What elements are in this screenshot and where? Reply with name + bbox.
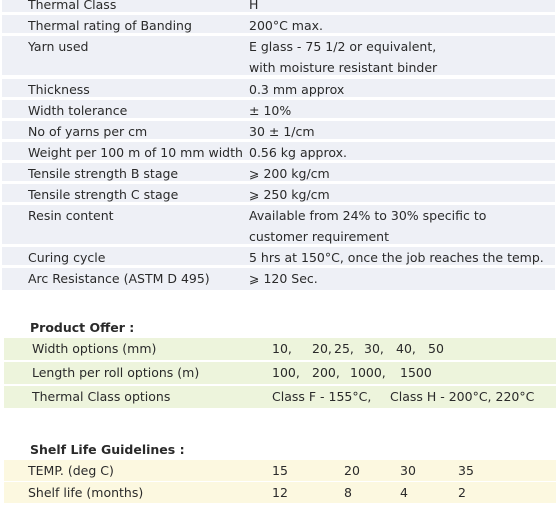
property-value <box>245 163 555 181</box>
property-value <box>245 100 555 118</box>
property-label: Tensile strength C stage <box>28 187 179 202</box>
product-offer-row <box>4 386 556 408</box>
shelf-life-label: Shelf life (months) <box>28 485 144 500</box>
property-row <box>2 15 555 35</box>
product-offer-value: 25, <box>334 341 354 356</box>
product-offer-label: Width options (mm) <box>32 341 157 356</box>
product-offer-label: Thermal Class options <box>32 389 171 404</box>
property-value-line: E glass - 75 1/2 or equivalent, <box>249 39 437 54</box>
property-value <box>245 79 555 97</box>
property-label: Thermal Class <box>28 0 117 12</box>
property-value-line: with moisture resistant binder <box>249 60 438 75</box>
property-value <box>245 15 555 33</box>
property-row <box>2 163 555 183</box>
property-value-line: 5 hrs at 150°C, once the job reaches the temp. <box>249 250 544 265</box>
product-offer-value: 100, <box>272 365 300 380</box>
shelf-life-heading: Shelf Life Guidelines : <box>30 442 185 457</box>
shelf-life-values <box>272 482 556 503</box>
property-row <box>2 121 555 141</box>
property-row <box>2 247 555 267</box>
product-offer-values <box>272 338 556 360</box>
property-label: Tensile strength B stage <box>28 166 179 181</box>
property-value-line: 0.3 mm approx <box>249 82 345 97</box>
shelf-life-row <box>4 482 556 503</box>
shelf-life-values <box>272 460 556 481</box>
shelf-life-table <box>4 460 556 504</box>
property-value <box>245 184 555 202</box>
property-row <box>2 36 555 77</box>
shelf-life-value: 2 <box>458 485 466 500</box>
property-value-line: ⩾ 250 kg/cm <box>249 187 330 202</box>
product-offer-value: 10, <box>272 341 292 356</box>
property-value-line: ⩾ 200 kg/cm <box>249 166 330 181</box>
property-value <box>245 247 555 265</box>
property-label: Weight per 100 m of 10 mm width <box>28 145 243 160</box>
property-label: Curing cycle <box>28 250 106 265</box>
product-offer-value: 40, <box>396 341 416 356</box>
property-value <box>245 205 555 244</box>
shelf-life-row <box>4 460 556 481</box>
property-value <box>245 121 555 139</box>
property-value-line: H <box>249 0 259 12</box>
property-label: Width tolerance <box>28 103 128 118</box>
property-value <box>245 142 555 160</box>
property-label: No of yarns per cm <box>28 124 148 139</box>
property-label: Resin content <box>28 208 114 223</box>
property-value-line: 0.56 kg approx. <box>249 145 347 160</box>
product-offer-value: 200, <box>312 365 340 380</box>
product-offer-table <box>4 338 556 410</box>
property-value-line: Available from 24% to 30% specific to <box>249 208 487 223</box>
property-value <box>245 36 555 75</box>
shelf-life-value: 35 <box>458 463 474 478</box>
property-label: Thickness <box>28 82 90 97</box>
product-offer-row <box>4 338 556 360</box>
property-row <box>2 79 555 99</box>
shelf-life-value: 30 <box>400 463 416 478</box>
product-offer-values <box>272 386 556 408</box>
product-offer-values <box>272 362 556 384</box>
property-label: Arc Resistance (ASTM D 495) <box>28 271 210 286</box>
property-value-line: 200°C max. <box>249 18 324 33</box>
shelf-life-value: 8 <box>344 485 352 500</box>
property-row <box>2 184 555 204</box>
product-offer-row <box>4 362 556 384</box>
property-row <box>2 205 555 246</box>
property-row <box>2 0 555 14</box>
property-value <box>245 0 555 12</box>
shelf-life-label: TEMP. (deg C) <box>28 463 114 478</box>
product-offer-value: 1500 <box>400 365 432 380</box>
product-offer-value: Class H - 200°C, 220°C <box>390 389 535 404</box>
property-value-line: ⩾ 120 Sec. <box>249 271 318 286</box>
property-label: Thermal rating of Banding <box>28 18 192 33</box>
product-offer-label: Length per roll options (m) <box>32 365 200 380</box>
shelf-life-value: 20 <box>344 463 360 478</box>
property-row <box>2 100 555 120</box>
property-value-line: customer requirement <box>249 229 389 244</box>
product-offer-value: 1000, <box>350 365 386 380</box>
product-offer-value: 50 <box>428 341 444 356</box>
shelf-life-value: 15 <box>272 463 288 478</box>
product-offer-heading: Product Offer : <box>30 320 135 335</box>
property-value <box>245 268 555 290</box>
property-row <box>2 268 555 292</box>
property-row <box>2 142 555 162</box>
property-label: Yarn used <box>28 39 89 54</box>
property-value-line: 30 ± 1/cm <box>249 124 315 139</box>
product-offer-value: 20, <box>312 341 332 356</box>
shelf-life-value: 12 <box>272 485 288 500</box>
property-value-line: ± 10% <box>249 103 292 118</box>
shelf-life-value: 4 <box>400 485 408 500</box>
product-offer-value: Class F - 155°C, <box>272 389 372 404</box>
product-offer-value: 30, <box>364 341 384 356</box>
